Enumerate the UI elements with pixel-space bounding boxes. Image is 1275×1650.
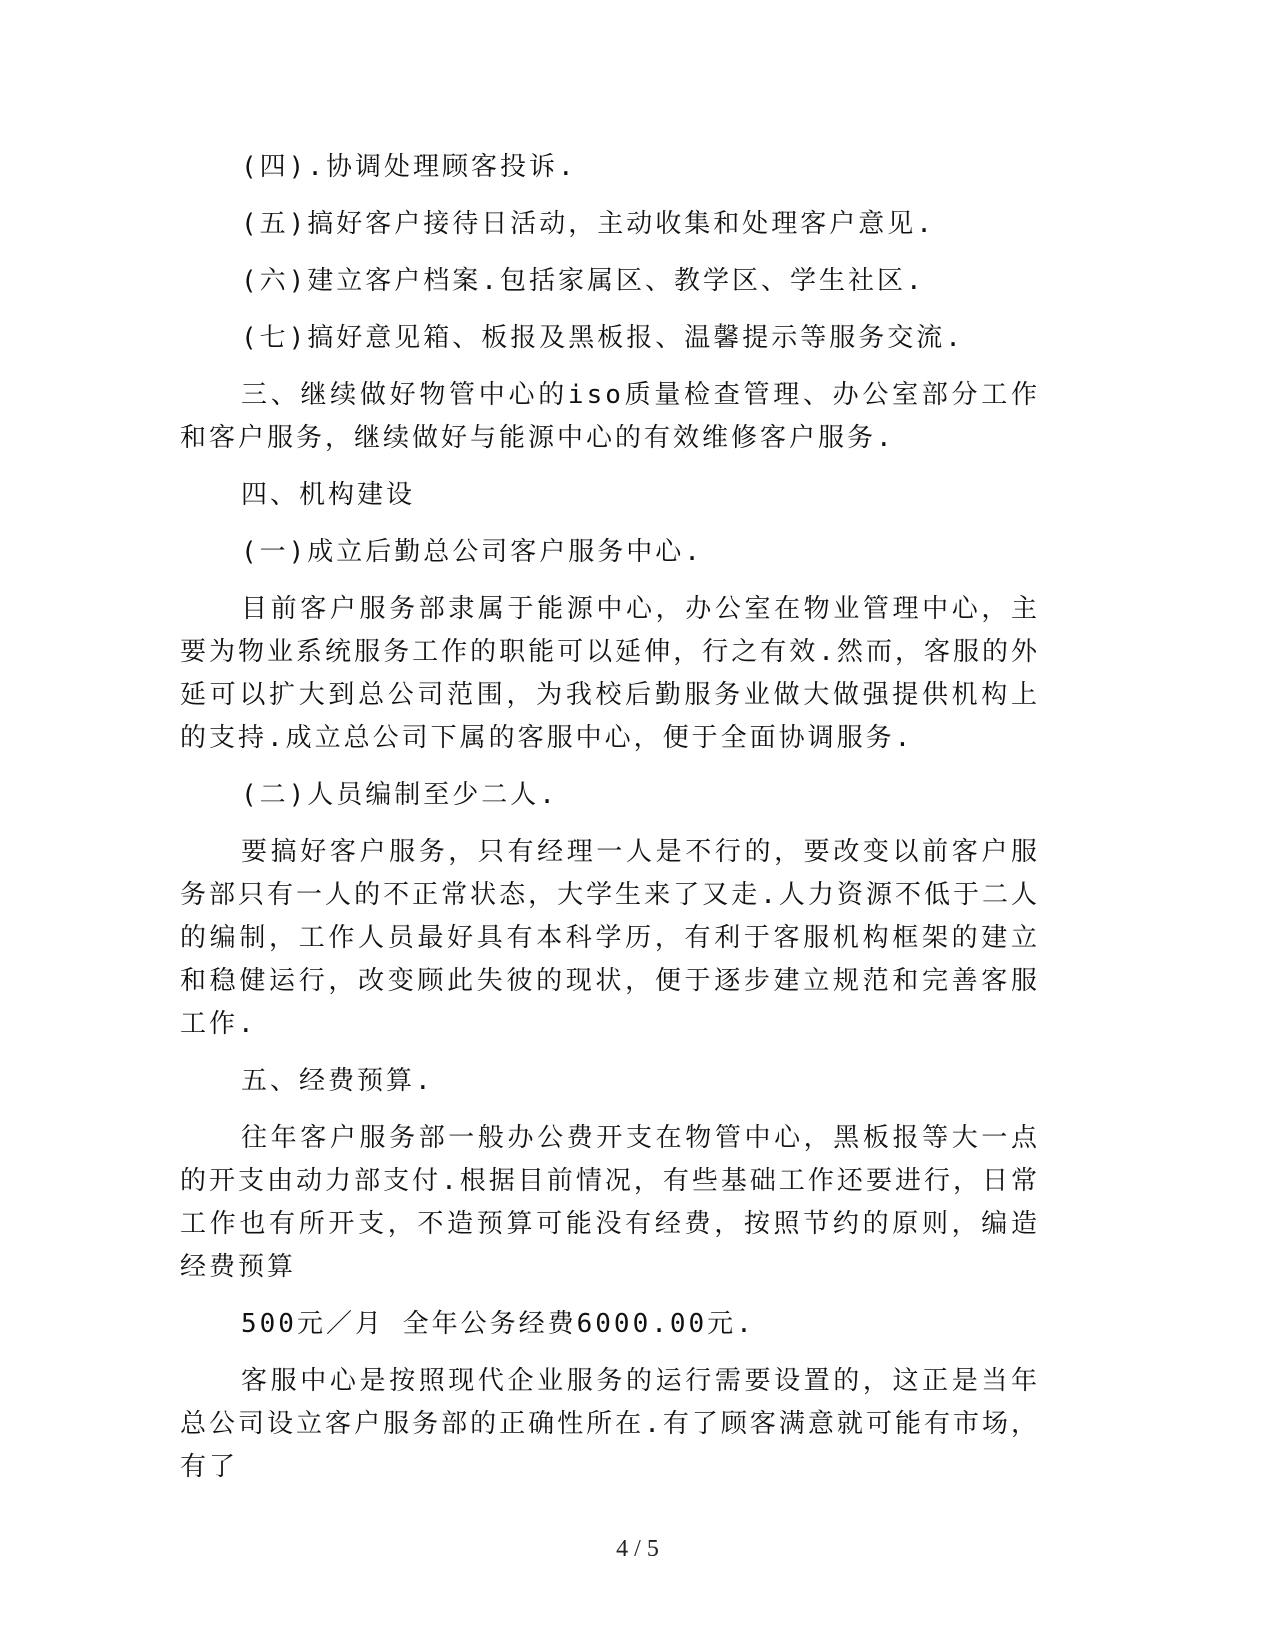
section-heading: 四、机构建设 xyxy=(241,480,416,510)
paragraph: 目前客户服务部隶属于能源中心，办公室在物业管理中心，主要为物业系统服务工作的职能可以延伸，行之有效.然而，客服的外延可以扩大到总公司范围，为我校后勤服务业做大做强提供机构上的支持.成立总公司下属的客服中心，便于全面协调服务. xyxy=(180,594,1040,753)
paragraph: 往年客户服务部一般办公费开支在物管中心，黑板报等大一点的开支由动力部支付.根据目前情况，有些基础工作还要进行，日常工作也有所开支，不造预算可能没有经费，按照节约的原则，编造经费预算 xyxy=(180,1123,1040,1282)
section-heading: 五、经费预算. xyxy=(241,1066,434,1096)
paragraph: (五)搞好客户接待日活动，主动收集和处理客户意见. xyxy=(241,209,935,239)
paragraph: (六)建立客户档案.包括家属区、教学区、学生社区. xyxy=(241,266,925,296)
paragraph: (一)成立后勤总公司客户服务中心. xyxy=(241,537,703,567)
page-number: 4 / 5 xyxy=(616,1536,659,1562)
paragraph: (四).协调处理顾客投诉. xyxy=(241,152,577,182)
paragraph: 三、继续做好物管中心的iso质量检查管理、办公室部分工作和客户服务，继续做好与能源中心的有效维修客户服务. xyxy=(180,380,1040,453)
document-body xyxy=(180,146,1040,1503)
paragraph: 要搞好客户服务，只有经理一人是不行的，要改变以前客户服务部只有一人的不正常状态，大学生来了又走.人力资源不低于二人的编制，工作人员最好具有本科学历，有利于客服机构框架的建立和稳健运行，改变顾此失彼的现状，便于逐步建立规范和完善客服工作. xyxy=(180,837,1040,1039)
paragraph: 500元／月 全年公务经费6000.00元. xyxy=(241,1309,755,1339)
paragraph: 客服中心是按照现代企业服务的运行需要设置的，这正是当年总公司设立客户服务部的正确性所在.有了顾客满意就可能有市场，有了 xyxy=(180,1366,1040,1482)
paragraph: (二)人员编制至少二人. xyxy=(241,780,558,810)
paragraph: (七)搞好意见箱、板报及黑板报、温馨提示等服务交流. xyxy=(241,323,964,353)
